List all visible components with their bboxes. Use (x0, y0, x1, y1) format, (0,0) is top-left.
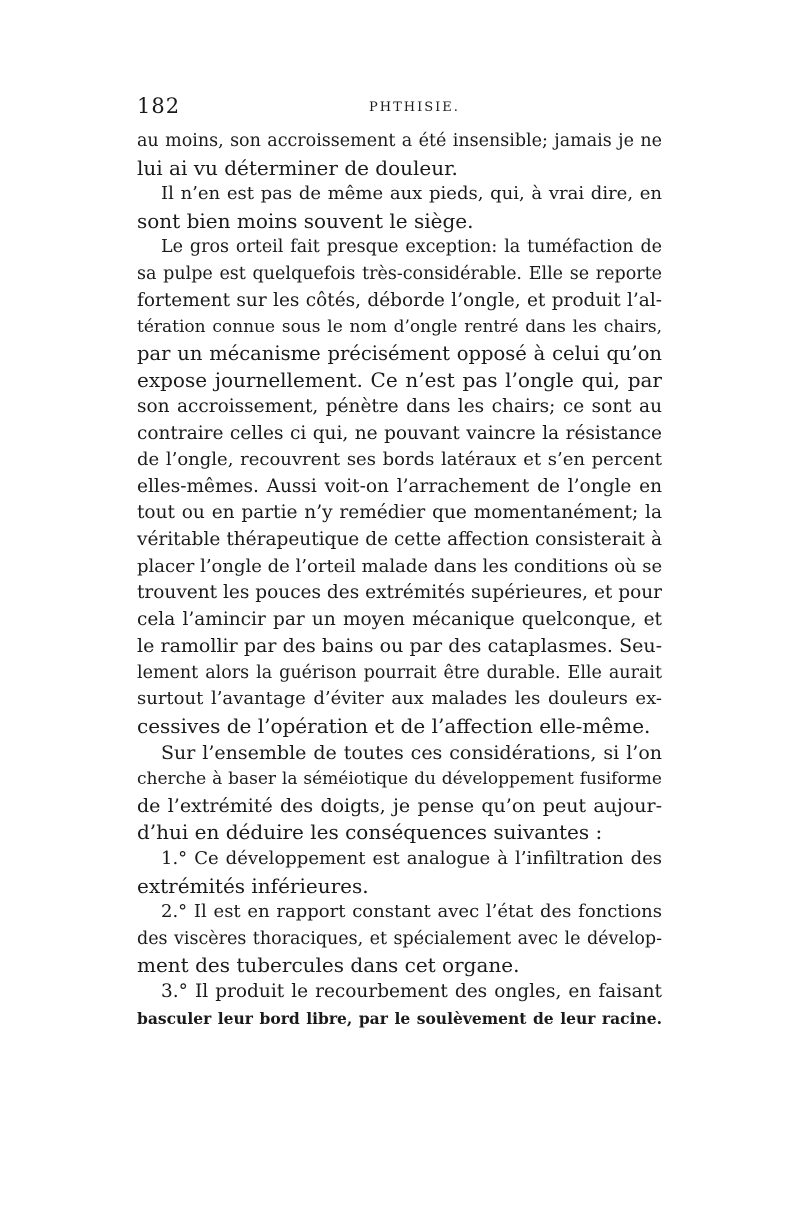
text-line: placer l’ongle de l’orteil malade dans les conditions où se (137, 555, 663, 577)
text-line: d’hui en déduire les conséquences suivantes : (137, 820, 603, 845)
text-line: surtout l’avantage d’éviter aux malades les douleurs ex- (137, 688, 662, 710)
running-title: PHTHISIE. (369, 100, 460, 115)
text-line: de l’extrémité des doigts, je pense qu’on peut aujour- (137, 794, 662, 817)
text-line: expose journellement. Ce n’est pas l’ongle qui, par (137, 368, 662, 393)
text-line: sa pulpe est quelquefois très-considérable. Elle se reporte (137, 263, 662, 284)
page-number: 182 (137, 94, 181, 118)
text-line: contraire celles ci qui, ne pouvant vaincre la résistance (137, 422, 662, 444)
text-line: son accroissement, pénètre dans les chairs; ce sont au (137, 395, 662, 417)
text-line: véritable thérapeutique de cette affection consisterait à (137, 528, 662, 550)
text-line: lement alors la guérison pourrait être durable. Elle aurait (137, 662, 662, 683)
text-line: basculer leur bord libre, par le soulèvement de leur racine. (137, 1008, 662, 1028)
running-head (137, 94, 662, 120)
text-line: ment des tubercules dans cet organe. (137, 953, 520, 978)
text-line: Sur l’ensemble de toutes ces considérations, si l’on (161, 741, 662, 764)
text-line: 3.° Il produit le recourbement des ongles, en faisant (161, 981, 662, 1002)
text-line: cherche à baser la séméiotique du développement fusiforme (137, 769, 662, 790)
text-line: cela l’amincir par un moyen mécanique quelconque, et (137, 608, 662, 630)
body-text (137, 128, 662, 1032)
text-line: sont bien moins souvent le siège. (137, 208, 474, 233)
text-line: lui ai vu déterminer de douleur. (137, 155, 458, 180)
text-line: tout ou en partie n’y remédier que momentanément; la (137, 502, 662, 524)
text-line: de l’ongle, recouvrent ses bords latéraux et s’en percent (137, 449, 662, 471)
text-line: au moins, son accroissement a été insensible; jamais je ne (137, 131, 662, 151)
text-line: cessives de l’opération et de l’affection elle-même. (137, 714, 651, 739)
text-line: elles-mêmes. Aussi voit-on l’arrachement de l’ongle en (137, 475, 662, 497)
text-line: tération connue sous le nom d’ongle rentré dans les chairs, (137, 317, 662, 338)
text-line: trouvent les pouces des extrémités supérieures, et pour (137, 582, 662, 604)
text-line: extrémités inférieures. (137, 873, 369, 898)
text-line: Il n’en est pas de même aux pieds, qui, à vrai dire, en (161, 183, 662, 205)
text-line: le ramollir par des bains ou par des cataplasmes. Seu- (137, 635, 662, 658)
text-line: 1.° Ce développement est analogue à l’infiltration des (161, 848, 662, 870)
text-line: fortement sur les côtés, déborde l’ongle, et produit l’al- (137, 289, 662, 311)
text-line: des viscères thoraciques, et spécialement avec le dévelop- (137, 928, 662, 949)
text-line: Le gros orteil fait presque exception: la tuméfaction de (161, 237, 662, 258)
text-line: 2.° Il est en rapport constant avec l’état des fonctions (161, 901, 662, 923)
text-line: par un mécanisme précisément opposé à celui qu’on (137, 341, 662, 365)
